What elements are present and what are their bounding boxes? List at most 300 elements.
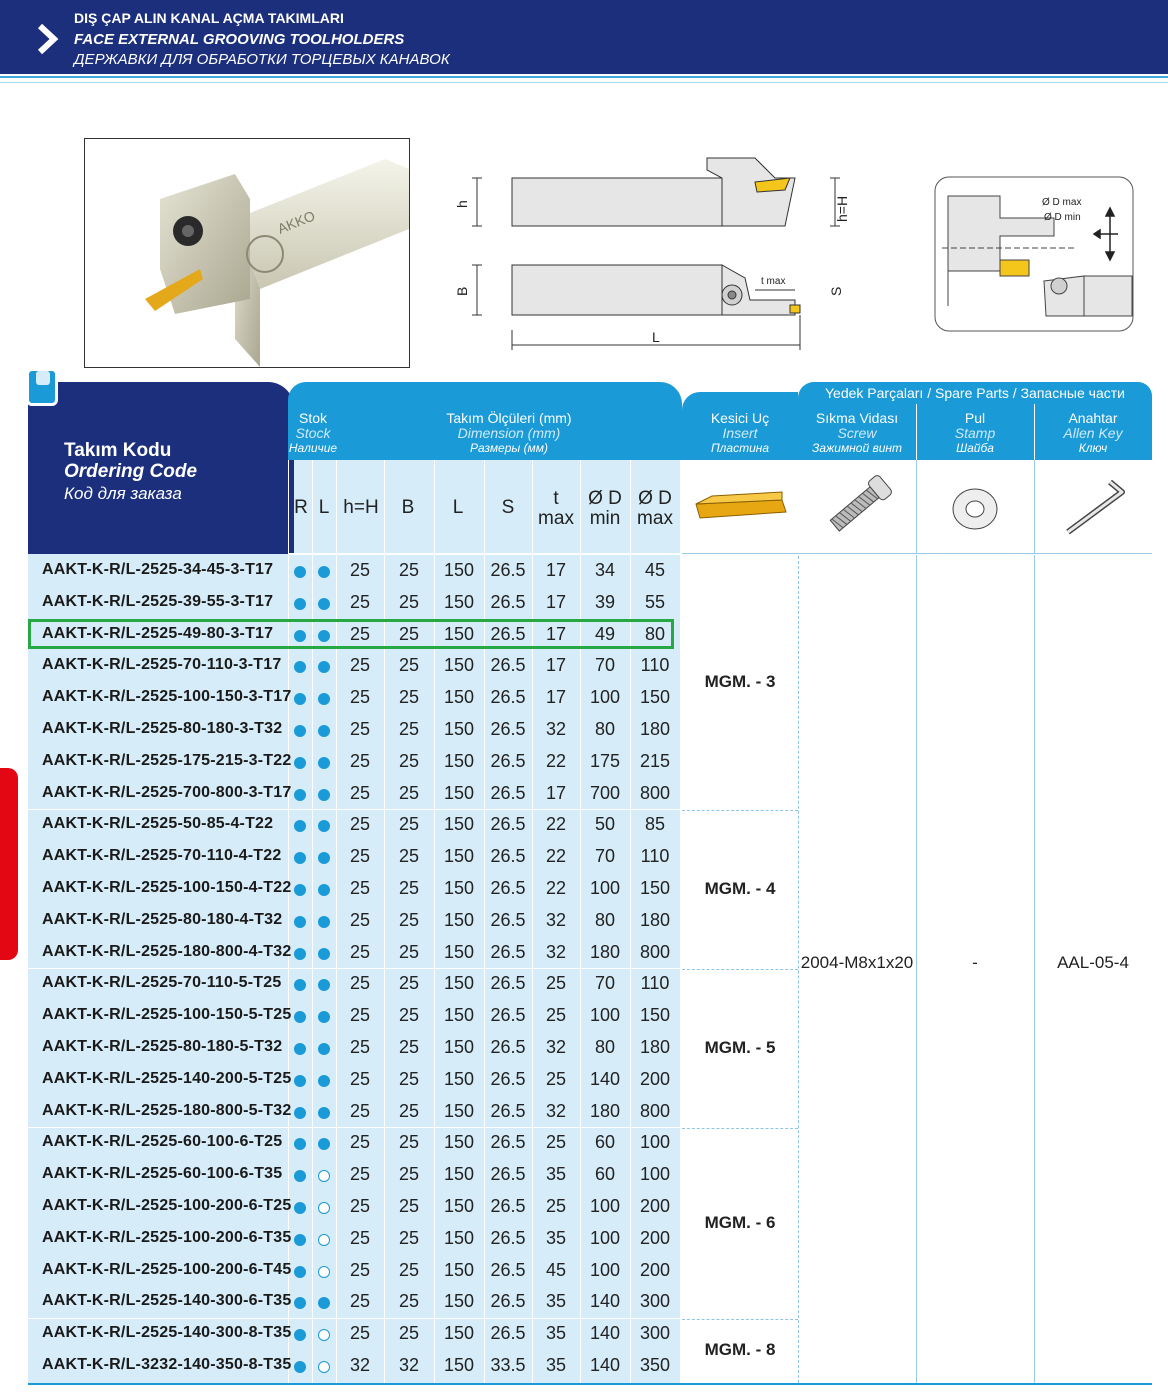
detail-label-dmin: Ø D min xyxy=(1044,212,1081,223)
group-divider-2 xyxy=(28,1127,680,1128)
row-18-t: 25 xyxy=(545,1132,567,1153)
sub-dmin-2: min xyxy=(589,508,621,529)
row-16-dmin: 140 xyxy=(589,1068,621,1089)
row-15-S: 26.5 xyxy=(490,1037,526,1057)
row-9-B: 25 xyxy=(398,846,420,867)
stock-header-ru: Наличие xyxy=(288,441,338,455)
row-1-Lv: 150 xyxy=(443,591,475,612)
row-18-dmin: 60 xyxy=(594,1132,616,1153)
row-11-stock-L xyxy=(318,916,330,928)
row-23-code: AAKT-K-R/L-2525-140-300-6-T35 xyxy=(42,1292,292,1310)
row-1-dmin: 39 xyxy=(594,591,616,612)
washer-icon xyxy=(916,462,1034,552)
screw-header-en: Screw xyxy=(837,425,877,441)
row-17-stock-L xyxy=(318,1107,330,1119)
row-7-code: AAKT-K-R/L-2525-700-800-3-T17 xyxy=(42,783,292,801)
row-20-stock-L xyxy=(318,1202,330,1214)
side-tab-marker xyxy=(0,768,18,960)
row-7-stock-L xyxy=(318,789,330,801)
row-13-t: 25 xyxy=(545,973,567,994)
insert-group-4: MGM. - 8 xyxy=(704,1340,776,1359)
row-1-B: 25 xyxy=(398,591,420,612)
row-21-S: 26.5 xyxy=(490,1227,526,1248)
row-3-dmax: 110 xyxy=(640,655,670,676)
row-20-B: 25 xyxy=(398,1196,420,1216)
row-19-B: 25 xyxy=(398,1164,420,1185)
key-header-en: Allen Key xyxy=(1063,425,1123,441)
row-18-B: 25 xyxy=(398,1132,420,1153)
screw-header xyxy=(798,411,916,456)
row-24-B: 25 xyxy=(398,1323,420,1344)
row-1-stock-R xyxy=(294,598,306,610)
screw-header-tr: Sıkma Vidası xyxy=(815,410,899,426)
row-14-t: 25 xyxy=(545,1005,567,1026)
row-20-stock-R xyxy=(294,1202,306,1214)
sub-Lc: L xyxy=(452,497,464,518)
row-6-h: 25 xyxy=(349,750,371,771)
row-24-dmax: 300 xyxy=(639,1323,671,1344)
row-16-t: 25 xyxy=(545,1068,567,1089)
row-19-code: AAKT-K-R/L-2525-60-100-6-T35 xyxy=(42,1165,283,1183)
row-15-B: 25 xyxy=(398,1037,420,1057)
row-2-h: 25 xyxy=(349,623,371,644)
row-20-dmax: 200 xyxy=(639,1196,671,1216)
row-4-dmax: 150 xyxy=(639,687,671,708)
row-2-B: 25 xyxy=(398,623,420,644)
row-8-code: AAKT-K-R/L-2525-50-85-4-T22 xyxy=(42,815,274,833)
row-11-code: AAKT-K-R/L-2525-80-180-4-T32 xyxy=(42,910,283,928)
row-12-h: 25 xyxy=(349,941,371,962)
insert-group-line-1 xyxy=(682,969,798,970)
row-1-code: AAKT-K-R/L-2525-39-55-3-T17 xyxy=(42,592,274,610)
row-7-S: 26.5 xyxy=(490,782,526,803)
row-19-t: 35 xyxy=(545,1164,567,1185)
row-11-dmax: 180 xyxy=(639,909,671,930)
spare-parts-header: Yedek Parçaları / Spare Parts / Запасные части xyxy=(825,385,1125,401)
row-3-t: 17 xyxy=(545,655,567,676)
row-14-code: AAKT-K-R/L-2525-100-150-5-T25 xyxy=(42,1006,292,1024)
row-15-h: 25 xyxy=(349,1037,371,1057)
small-square-inner xyxy=(36,371,50,385)
row-15-stock-L xyxy=(318,1043,330,1055)
key-header xyxy=(1034,411,1152,456)
row-22-h: 25 xyxy=(349,1259,371,1280)
row-14-S: 26.5 xyxy=(490,1005,526,1026)
row-8-S: 26.5 xyxy=(490,814,526,835)
row-20-dmin: 100 xyxy=(589,1196,621,1216)
row-19-h: 25 xyxy=(349,1164,371,1185)
row-13-dmin: 70 xyxy=(594,973,616,994)
row-1-t: 17 xyxy=(545,591,567,612)
row-17-code: AAKT-K-R/L-2525-180-800-5-T32 xyxy=(42,1101,292,1119)
row-19-dmax: 100 xyxy=(639,1164,671,1185)
row-13-B: 25 xyxy=(398,973,420,994)
key-picture xyxy=(1034,462,1150,552)
row-5-dmax: 180 xyxy=(639,719,671,739)
row-12-t: 32 xyxy=(545,941,567,962)
row-15-dmax: 180 xyxy=(639,1037,671,1057)
row-8-h: 25 xyxy=(349,814,371,835)
row-20-S: 26.5 xyxy=(490,1196,526,1216)
row-3-dmin: 70 xyxy=(594,655,616,676)
stamp-header xyxy=(916,411,1034,456)
row-25-code: AAKT-K-R/L-3232-140-350-8-T35 xyxy=(42,1356,292,1373)
row-5-h: 25 xyxy=(349,719,371,739)
sub-tmax: max xyxy=(538,508,574,529)
row-7-stock-R xyxy=(294,789,306,801)
row-23-Lv: 150 xyxy=(443,1291,475,1312)
row-0-S: 26.5 xyxy=(490,560,526,580)
row-17-S: 26.5 xyxy=(490,1100,526,1121)
row-0-dmin: 34 xyxy=(594,560,616,580)
stock-header xyxy=(288,411,338,456)
row-7-Lv: 150 xyxy=(443,782,475,803)
group-divider-1 xyxy=(28,968,680,969)
row-21-h: 25 xyxy=(349,1227,371,1248)
row-8-Lv: 150 xyxy=(443,814,475,835)
row-9-dmin: 70 xyxy=(594,846,616,867)
stock-header-en: Stock xyxy=(295,425,331,441)
row-2-dmin: 49 xyxy=(594,623,616,644)
row-1-S: 26.5 xyxy=(490,591,526,612)
row-15-code: AAKT-K-R/L-2525-80-180-5-T32 xyxy=(42,1038,283,1055)
row-25-t: 35 xyxy=(545,1355,567,1375)
row-11-h: 25 xyxy=(349,909,371,930)
row-6-Lv: 150 xyxy=(443,750,475,771)
row-1-h: 25 xyxy=(349,591,371,612)
row-1-dmax: 55 xyxy=(644,591,666,612)
row-14-dmin: 100 xyxy=(589,1005,621,1026)
row-0-h: 25 xyxy=(349,560,371,580)
row-8-dmin: 50 xyxy=(594,814,616,835)
stamp-header-en: Stamp xyxy=(954,425,996,441)
row-17-B: 25 xyxy=(398,1100,420,1121)
row-9-dmax: 110 xyxy=(640,846,670,867)
row-25-h: 32 xyxy=(349,1355,371,1375)
row-15-Lv: 150 xyxy=(443,1037,475,1057)
row-15-dmin: 80 xyxy=(594,1037,616,1057)
insert-group-3: MGM. - 6 xyxy=(704,1212,776,1232)
row-21-code: AAKT-K-R/L-2525-100-200-6-T35 xyxy=(42,1228,292,1246)
stock-header-tr: Stok xyxy=(298,410,327,426)
stamp-header-tr: Pul xyxy=(964,410,986,426)
row-5-S: 26.5 xyxy=(490,719,526,739)
row-5-code: AAKT-K-R/L-2525-80-180-3-T32 xyxy=(42,720,283,737)
screw-icon xyxy=(798,462,916,552)
row-14-dmax: 150 xyxy=(639,1005,671,1026)
row-0-code: AAKT-K-R/L-2525-34-45-3-T17 xyxy=(42,561,274,578)
row-25-stock-R xyxy=(294,1361,306,1373)
row-12-dmin: 180 xyxy=(589,941,621,962)
row-22-dmax: 200 xyxy=(639,1259,671,1280)
row-2-S: 26.5 xyxy=(490,623,526,644)
insert-col-right-line xyxy=(798,556,799,1383)
detail-label-dmax: Ø D max xyxy=(1042,197,1082,208)
stamp-header-ru: Шайба xyxy=(956,441,994,455)
row-25-B: 32 xyxy=(398,1355,420,1375)
insert-group-line-0 xyxy=(682,810,798,811)
row-4-Lv: 150 xyxy=(443,687,475,708)
row-10-B: 25 xyxy=(398,878,420,898)
header-title-tr: DIŞ ÇAP ALIN KANAL AÇMA TAKIMLARI xyxy=(74,10,344,26)
row-17-Lv: 150 xyxy=(443,1100,475,1121)
row-5-t: 32 xyxy=(545,719,567,739)
row-4-S: 26.5 xyxy=(490,687,526,708)
row-7-h: 25 xyxy=(349,782,371,803)
row-18-h: 25 xyxy=(349,1132,371,1153)
row-9-S: 26.5 xyxy=(490,846,526,867)
row-0-dmax: 45 xyxy=(644,560,666,580)
row-11-B: 25 xyxy=(398,909,420,930)
row-22-dmin: 100 xyxy=(589,1259,621,1280)
drawing-label-tmax: t max xyxy=(761,276,786,287)
row-24-S: 26.5 xyxy=(490,1323,526,1344)
row-20-t: 25 xyxy=(545,1196,567,1216)
dimension-header-ru: Размеры (мм) xyxy=(469,441,549,455)
stamp-value: - xyxy=(972,953,978,973)
row-13-h: 25 xyxy=(349,973,371,994)
row-0-t: 17 xyxy=(545,560,567,580)
row-4-B: 25 xyxy=(398,687,420,708)
ordering-title-tr: Takım Kodu xyxy=(64,440,172,461)
row-17-dmax: 800 xyxy=(639,1100,671,1121)
row-23-t: 35 xyxy=(545,1291,567,1312)
row-21-stock-L xyxy=(318,1234,330,1246)
row-18-Lv: 150 xyxy=(443,1132,475,1153)
sub-L: L xyxy=(318,497,330,518)
insert-group-1: MGM. - 4 xyxy=(704,878,776,898)
row-17-stock-R xyxy=(294,1107,306,1119)
row-4-dmin: 100 xyxy=(589,687,621,708)
row-17-h: 25 xyxy=(349,1100,371,1121)
row-13-dmax: 110 xyxy=(640,973,670,994)
row-5-B: 25 xyxy=(398,719,420,739)
col-line-9 xyxy=(680,460,681,1383)
row-7-t: 17 xyxy=(545,782,567,803)
row-24-h: 25 xyxy=(349,1323,371,1344)
sub-R: R xyxy=(294,497,308,518)
row-14-B: 25 xyxy=(398,1005,420,1026)
row-6-stock-L xyxy=(318,757,330,769)
row-6-B: 25 xyxy=(398,750,420,771)
dimension-header-en: Dimension (mm) xyxy=(457,425,561,441)
drawing-label-L: L xyxy=(652,329,660,345)
allen-key-icon xyxy=(1034,462,1152,552)
row-9-Lv: 150 xyxy=(443,846,475,867)
row-9-t: 22 xyxy=(545,846,567,867)
row-9-code: AAKT-K-R/L-2525-70-110-4-T22 xyxy=(42,847,282,865)
row-24-code: AAKT-K-R/L-2525-140-300-8-T35 xyxy=(42,1324,292,1342)
row-19-S: 26.5 xyxy=(490,1164,526,1185)
row-24-Lv: 150 xyxy=(443,1323,475,1344)
row-0-B: 25 xyxy=(398,560,420,580)
row-7-dmax: 800 xyxy=(639,782,671,803)
row-18-code: AAKT-K-R/L-2525-60-100-6-T25 xyxy=(42,1133,283,1151)
header-title-ru: ДЕРЖАВКИ ДЛЯ ОБРАБОТКИ ТОРЦЕВЫХ КАНАВОК xyxy=(74,51,450,68)
row-10-h: 25 xyxy=(349,878,371,898)
sub-B: B xyxy=(401,497,415,518)
row-8-B: 25 xyxy=(398,814,420,835)
row-2-code: AAKT-K-R/L-2525-49-80-3-T17 xyxy=(42,624,274,642)
row-16-dmax: 200 xyxy=(639,1068,671,1089)
insert-group-2: MGM. - 5 xyxy=(704,1037,776,1057)
sub-hH: h=H xyxy=(343,497,379,518)
key-value: AAL-05-4 xyxy=(1057,953,1129,973)
row-18-dmax: 100 xyxy=(639,1132,671,1153)
row-6-t: 22 xyxy=(545,750,567,771)
row-17-dmin: 180 xyxy=(589,1100,621,1121)
row-10-stock-R xyxy=(294,884,306,896)
row-15-stock-R xyxy=(294,1043,306,1055)
row-12-dmax: 800 xyxy=(639,941,671,962)
row-10-Lv: 150 xyxy=(443,878,475,898)
row-14-Lv: 150 xyxy=(443,1005,475,1026)
row-21-dmax: 200 xyxy=(639,1227,671,1248)
insert-header xyxy=(682,411,798,456)
row-12-stock-R xyxy=(294,948,306,960)
row-16-stock-L xyxy=(318,1075,330,1087)
row-5-Lv: 150 xyxy=(443,719,475,739)
row-0-Lv: 150 xyxy=(443,560,475,580)
row-6-S: 26.5 xyxy=(490,750,526,771)
sub-dmax: Ø D xyxy=(638,488,672,509)
row-11-stock-R xyxy=(294,916,306,928)
row-23-h: 25 xyxy=(349,1291,371,1312)
row-11-Lv: 150 xyxy=(443,909,475,930)
row-22-stock-R xyxy=(294,1266,306,1278)
group-divider-0 xyxy=(28,809,680,810)
screw-value: 2004-M8x1x20 xyxy=(800,953,914,973)
spare-col-line-1 xyxy=(1034,460,1035,1383)
row-3-h: 25 xyxy=(349,655,371,676)
insert-icon xyxy=(682,462,798,552)
row-22-Lv: 150 xyxy=(443,1259,475,1280)
row-7-dmin: 700 xyxy=(589,782,621,803)
row-15-t: 32 xyxy=(545,1037,567,1057)
row-2-Lv: 150 xyxy=(443,623,475,644)
row-12-Lv: 150 xyxy=(443,941,475,962)
row-13-S: 26.5 xyxy=(490,973,526,994)
insert-group-line-2 xyxy=(682,1128,798,1129)
row-13-code: AAKT-K-R/L-2525-70-110-5-T25 xyxy=(42,974,282,992)
col-line-1 xyxy=(312,460,313,1383)
row-16-h: 25 xyxy=(349,1068,371,1089)
insert-header-tr: Kesici Uç xyxy=(710,410,770,426)
sub-t: t xyxy=(553,488,559,509)
row-10-dmax: 150 xyxy=(639,878,671,898)
row-16-code: AAKT-K-R/L-2525-140-200-5-T25 xyxy=(42,1069,292,1087)
drawing-label-h: h xyxy=(454,200,470,208)
row-12-S: 26.5 xyxy=(490,941,526,962)
row-12-code: AAKT-K-R/L-2525-180-800-4-T32 xyxy=(42,942,292,960)
row-6-dmax: 215 xyxy=(639,750,671,771)
dimension-header xyxy=(336,411,682,456)
drawing-label-hH: h=H xyxy=(834,195,850,222)
spare-bottom-line xyxy=(682,553,1152,554)
row-10-dmin: 100 xyxy=(589,878,621,898)
row-2-t: 17 xyxy=(545,623,567,644)
ordering-title-en: Ordering Code xyxy=(64,461,198,482)
insert-group-line-3 xyxy=(682,1319,798,1320)
row-0-stock-R xyxy=(294,566,306,578)
stamp-picture xyxy=(916,462,1032,552)
row-25-stock-L xyxy=(318,1361,330,1373)
dimension-header-tr: Takım Ölçüleri (mm) xyxy=(446,410,572,426)
row-23-S: 26.5 xyxy=(490,1291,526,1312)
row-25-dmin: 140 xyxy=(589,1355,621,1375)
row-14-h: 25 xyxy=(349,1005,371,1026)
row-5-stock-L xyxy=(318,725,330,737)
row-21-t: 35 xyxy=(545,1227,567,1248)
screw-picture xyxy=(798,462,914,552)
sub-dmin: Ø D xyxy=(588,488,622,509)
header-title-en: FACE EXTERNAL GROOVING TOOLHOLDERS xyxy=(74,31,405,48)
key-header-tr: Anahtar xyxy=(1068,410,1118,426)
row-12-stock-L xyxy=(318,948,330,960)
row-5-stock-R xyxy=(294,725,306,737)
photo-brand-text: AKKO xyxy=(275,207,318,237)
row-24-dmin: 140 xyxy=(589,1323,621,1344)
row-11-t: 32 xyxy=(545,909,567,930)
row-6-stock-R xyxy=(294,757,306,769)
row-21-B: 25 xyxy=(398,1227,420,1248)
row-1-stock-L xyxy=(318,598,330,610)
row-13-Lv: 150 xyxy=(443,973,475,994)
group-divider-3 xyxy=(28,1318,680,1319)
screw-header-ru: Зажимной винт xyxy=(811,441,903,455)
row-8-dmax: 85 xyxy=(644,814,666,835)
row-19-dmin: 60 xyxy=(594,1164,616,1185)
row-5-dmin: 80 xyxy=(594,719,616,739)
row-17-t: 32 xyxy=(545,1100,567,1121)
row-3-B: 25 xyxy=(398,655,420,676)
row-25-Lv: 150 xyxy=(443,1355,475,1375)
row-6-dmin: 175 xyxy=(589,750,621,771)
row-16-S: 26.5 xyxy=(490,1068,526,1089)
row-11-S: 26.5 xyxy=(490,909,526,930)
row-10-code: AAKT-K-R/L-2525-100-150-4-T22 xyxy=(42,879,292,896)
row-16-Lv: 150 xyxy=(443,1068,475,1089)
row-12-B: 25 xyxy=(398,941,420,962)
insert-header-en: Insert xyxy=(722,425,758,441)
row-18-S: 26.5 xyxy=(490,1132,526,1153)
row-23-dmax: 300 xyxy=(639,1291,671,1312)
row-3-code: AAKT-K-R/L-2525-70-110-3-T17 xyxy=(42,656,282,674)
row-3-S: 26.5 xyxy=(490,655,526,676)
key-header-ru: Ключ xyxy=(1078,441,1108,455)
row-22-code: AAKT-K-R/L-2525-100-200-6-T45 xyxy=(42,1260,292,1278)
row-6-code: AAKT-K-R/L-2525-175-215-3-T22 xyxy=(42,751,292,769)
row-16-B: 25 xyxy=(398,1068,420,1089)
row-25-dmax: 350 xyxy=(639,1355,671,1375)
row-4-code: AAKT-K-R/L-2525-100-150-3-T17 xyxy=(42,688,292,706)
row-23-dmin: 140 xyxy=(589,1291,621,1312)
row-0-stock-L xyxy=(318,566,330,578)
insert-header-ru: Пластина xyxy=(710,441,770,455)
row-8-t: 22 xyxy=(545,814,567,835)
row-23-B: 25 xyxy=(398,1291,420,1312)
row-20-h: 25 xyxy=(349,1196,371,1216)
row-21-dmin: 100 xyxy=(589,1227,621,1248)
row-22-stock-L xyxy=(318,1266,330,1278)
drawing-label-S: S xyxy=(828,286,844,296)
row-11-dmin: 80 xyxy=(594,909,616,930)
table-bottom-line xyxy=(28,1383,1152,1385)
row-4-h: 25 xyxy=(349,687,371,708)
insert-picture xyxy=(682,462,798,552)
row-24-t: 35 xyxy=(545,1323,567,1344)
row-22-B: 25 xyxy=(398,1259,420,1280)
